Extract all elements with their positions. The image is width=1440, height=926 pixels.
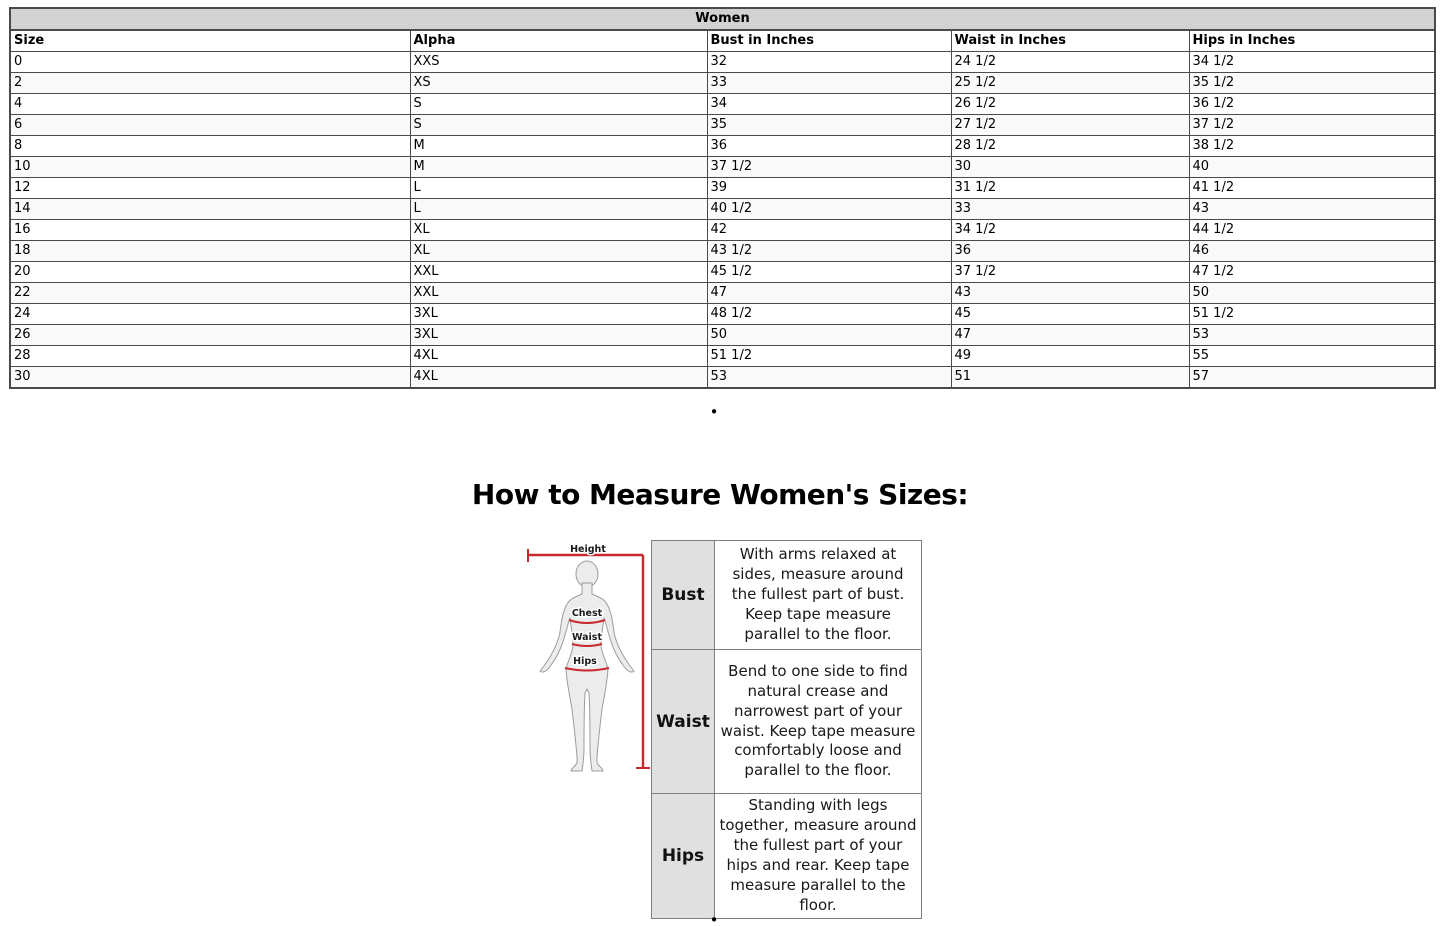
- size-cell: 12: [10, 178, 410, 199]
- size-cell: 39: [707, 178, 951, 199]
- size-cell: 26: [10, 325, 410, 346]
- height-label: Height: [570, 544, 606, 555]
- size-cell: 36 1/2: [1189, 94, 1435, 115]
- size-cell: 8: [10, 136, 410, 157]
- size-cell: 14: [10, 199, 410, 220]
- size-cell: 51 1/2: [1189, 304, 1435, 325]
- size-row: [10, 262, 1435, 283]
- size-cell: 57: [1189, 367, 1435, 389]
- size-cell: 43: [1189, 199, 1435, 220]
- size-cell: 43 1/2: [707, 241, 951, 262]
- size-cell: 45: [951, 304, 1189, 325]
- size-cell: 47: [951, 325, 1189, 346]
- size-cell: XL: [410, 220, 707, 241]
- size-cell: 2: [10, 73, 410, 94]
- size-cell: 48 1/2: [707, 304, 951, 325]
- measure-description-hips: Standing with legs together, measure around the fullest part of your hips and rear. Keep tape measure parallel to the floor.: [715, 794, 922, 919]
- column-header-bust: Bust in Inches: [707, 30, 951, 52]
- size-cell: 4XL: [410, 346, 707, 367]
- size-cell: 38 1/2: [1189, 136, 1435, 157]
- size-cell: 43: [951, 283, 1189, 304]
- size-cell: 24: [10, 304, 410, 325]
- size-cell: 18: [10, 241, 410, 262]
- measure-label-waist: Waist: [652, 650, 715, 794]
- size-cell: XS: [410, 73, 707, 94]
- size-cell: L: [410, 199, 707, 220]
- size-cell: M: [410, 136, 707, 157]
- size-cell: 42: [707, 220, 951, 241]
- size-cell: 31 1/2: [951, 178, 1189, 199]
- size-cell: 30: [10, 367, 410, 389]
- size-cell: 25 1/2: [951, 73, 1189, 94]
- table-title-row: [10, 8, 1435, 30]
- size-row: [10, 241, 1435, 262]
- measure-description-waist: Bend to one side to find natural crease and narrowest part of your waist. Keep tape measure comfortably loose and parallel to the floor.: [715, 650, 922, 794]
- size-cell: XXL: [410, 283, 707, 304]
- measure-row-waist: [652, 650, 922, 794]
- size-row: [10, 52, 1435, 73]
- size-row: [10, 283, 1435, 304]
- size-cell: 40: [1189, 157, 1435, 178]
- size-row: [10, 325, 1435, 346]
- size-cell: 20: [10, 262, 410, 283]
- size-cell: 47: [707, 283, 951, 304]
- size-cell: 16: [10, 220, 410, 241]
- size-row: [10, 220, 1435, 241]
- measure-label-bust: Bust: [652, 541, 715, 650]
- size-cell: 45 1/2: [707, 262, 951, 283]
- column-header-waist: Waist in Inches: [951, 30, 1189, 52]
- size-cell: 34 1/2: [951, 220, 1189, 241]
- page-title: How to Measure Women's Sizes:: [471, 478, 969, 511]
- measure-description-bust: With arms relaxed at sides, measure around the fullest part of bust. Keep tape measure parallel to the floor.: [715, 541, 922, 650]
- size-table-body: [10, 52, 1435, 389]
- size-cell: 28: [10, 346, 410, 367]
- size-cell: 4: [10, 94, 410, 115]
- size-cell: 53: [1189, 325, 1435, 346]
- size-row: [10, 178, 1435, 199]
- measure-row-hips: [652, 794, 922, 919]
- size-cell: 51: [951, 367, 1189, 389]
- size-cell: 47 1/2: [1189, 262, 1435, 283]
- size-cell: 34: [707, 94, 951, 115]
- column-header-size: Size: [10, 30, 410, 52]
- list-bullet: •: [709, 911, 719, 926]
- size-cell: 30: [951, 157, 1189, 178]
- column-header-row: [10, 30, 1435, 52]
- size-row: [10, 346, 1435, 367]
- measure-instructions-table: [651, 540, 922, 919]
- size-row: [10, 157, 1435, 178]
- table-title: Women: [10, 8, 1435, 30]
- size-cell: 26 1/2: [951, 94, 1189, 115]
- size-cell: 35 1/2: [1189, 73, 1435, 94]
- size-cell: XXS: [410, 52, 707, 73]
- size-cell: 44 1/2: [1189, 220, 1435, 241]
- waist-label: Waist: [571, 632, 603, 643]
- size-cell: 40 1/2: [707, 199, 951, 220]
- size-cell: 33: [951, 199, 1189, 220]
- women-size-chart-table: [9, 7, 1436, 389]
- size-cell: 37 1/2: [951, 262, 1189, 283]
- size-cell: 3XL: [410, 304, 707, 325]
- size-cell: 22: [10, 283, 410, 304]
- size-row: [10, 199, 1435, 220]
- measure-row-bust: [652, 541, 922, 650]
- size-cell: 10: [10, 157, 410, 178]
- size-cell: 0: [10, 52, 410, 73]
- size-cell: 50: [707, 325, 951, 346]
- size-cell: S: [410, 94, 707, 115]
- size-cell: 4XL: [410, 367, 707, 389]
- hips-label: Hips: [573, 656, 597, 667]
- size-cell: 50: [1189, 283, 1435, 304]
- size-cell: 41 1/2: [1189, 178, 1435, 199]
- size-cell: 49: [951, 346, 1189, 367]
- size-cell: 3XL: [410, 325, 707, 346]
- size-cell: 36: [951, 241, 1189, 262]
- size-cell: 6: [10, 115, 410, 136]
- size-cell: XXL: [410, 262, 707, 283]
- size-cell: 37 1/2: [1189, 115, 1435, 136]
- size-cell: 32: [707, 52, 951, 73]
- column-header-alpha: Alpha: [410, 30, 707, 52]
- size-row: [10, 115, 1435, 136]
- size-cell: 35: [707, 115, 951, 136]
- size-row: [10, 94, 1435, 115]
- size-cell: 53: [707, 367, 951, 389]
- size-row: [10, 304, 1435, 325]
- size-cell: 28 1/2: [951, 136, 1189, 157]
- size-cell: 36: [707, 136, 951, 157]
- size-cell: 24 1/2: [951, 52, 1189, 73]
- size-cell: 27 1/2: [951, 115, 1189, 136]
- size-cell: 33: [707, 73, 951, 94]
- chest-label: Chest: [571, 608, 603, 619]
- size-cell: 51 1/2: [707, 346, 951, 367]
- column-header-hips: Hips in Inches: [1189, 30, 1435, 52]
- size-cell: XL: [410, 241, 707, 262]
- size-cell: M: [410, 157, 707, 178]
- size-cell: S: [410, 115, 707, 136]
- size-cell: 46: [1189, 241, 1435, 262]
- size-cell: 55: [1189, 346, 1435, 367]
- size-row: [10, 136, 1435, 157]
- body-measurement-figure: [518, 538, 654, 794]
- size-cell: 37 1/2: [707, 157, 951, 178]
- size-row: [10, 73, 1435, 94]
- size-cell: L: [410, 178, 707, 199]
- list-bullet: •: [709, 403, 719, 421]
- size-row: [10, 367, 1435, 389]
- size-cell: 34 1/2: [1189, 52, 1435, 73]
- measure-label-hips: Hips: [652, 794, 715, 919]
